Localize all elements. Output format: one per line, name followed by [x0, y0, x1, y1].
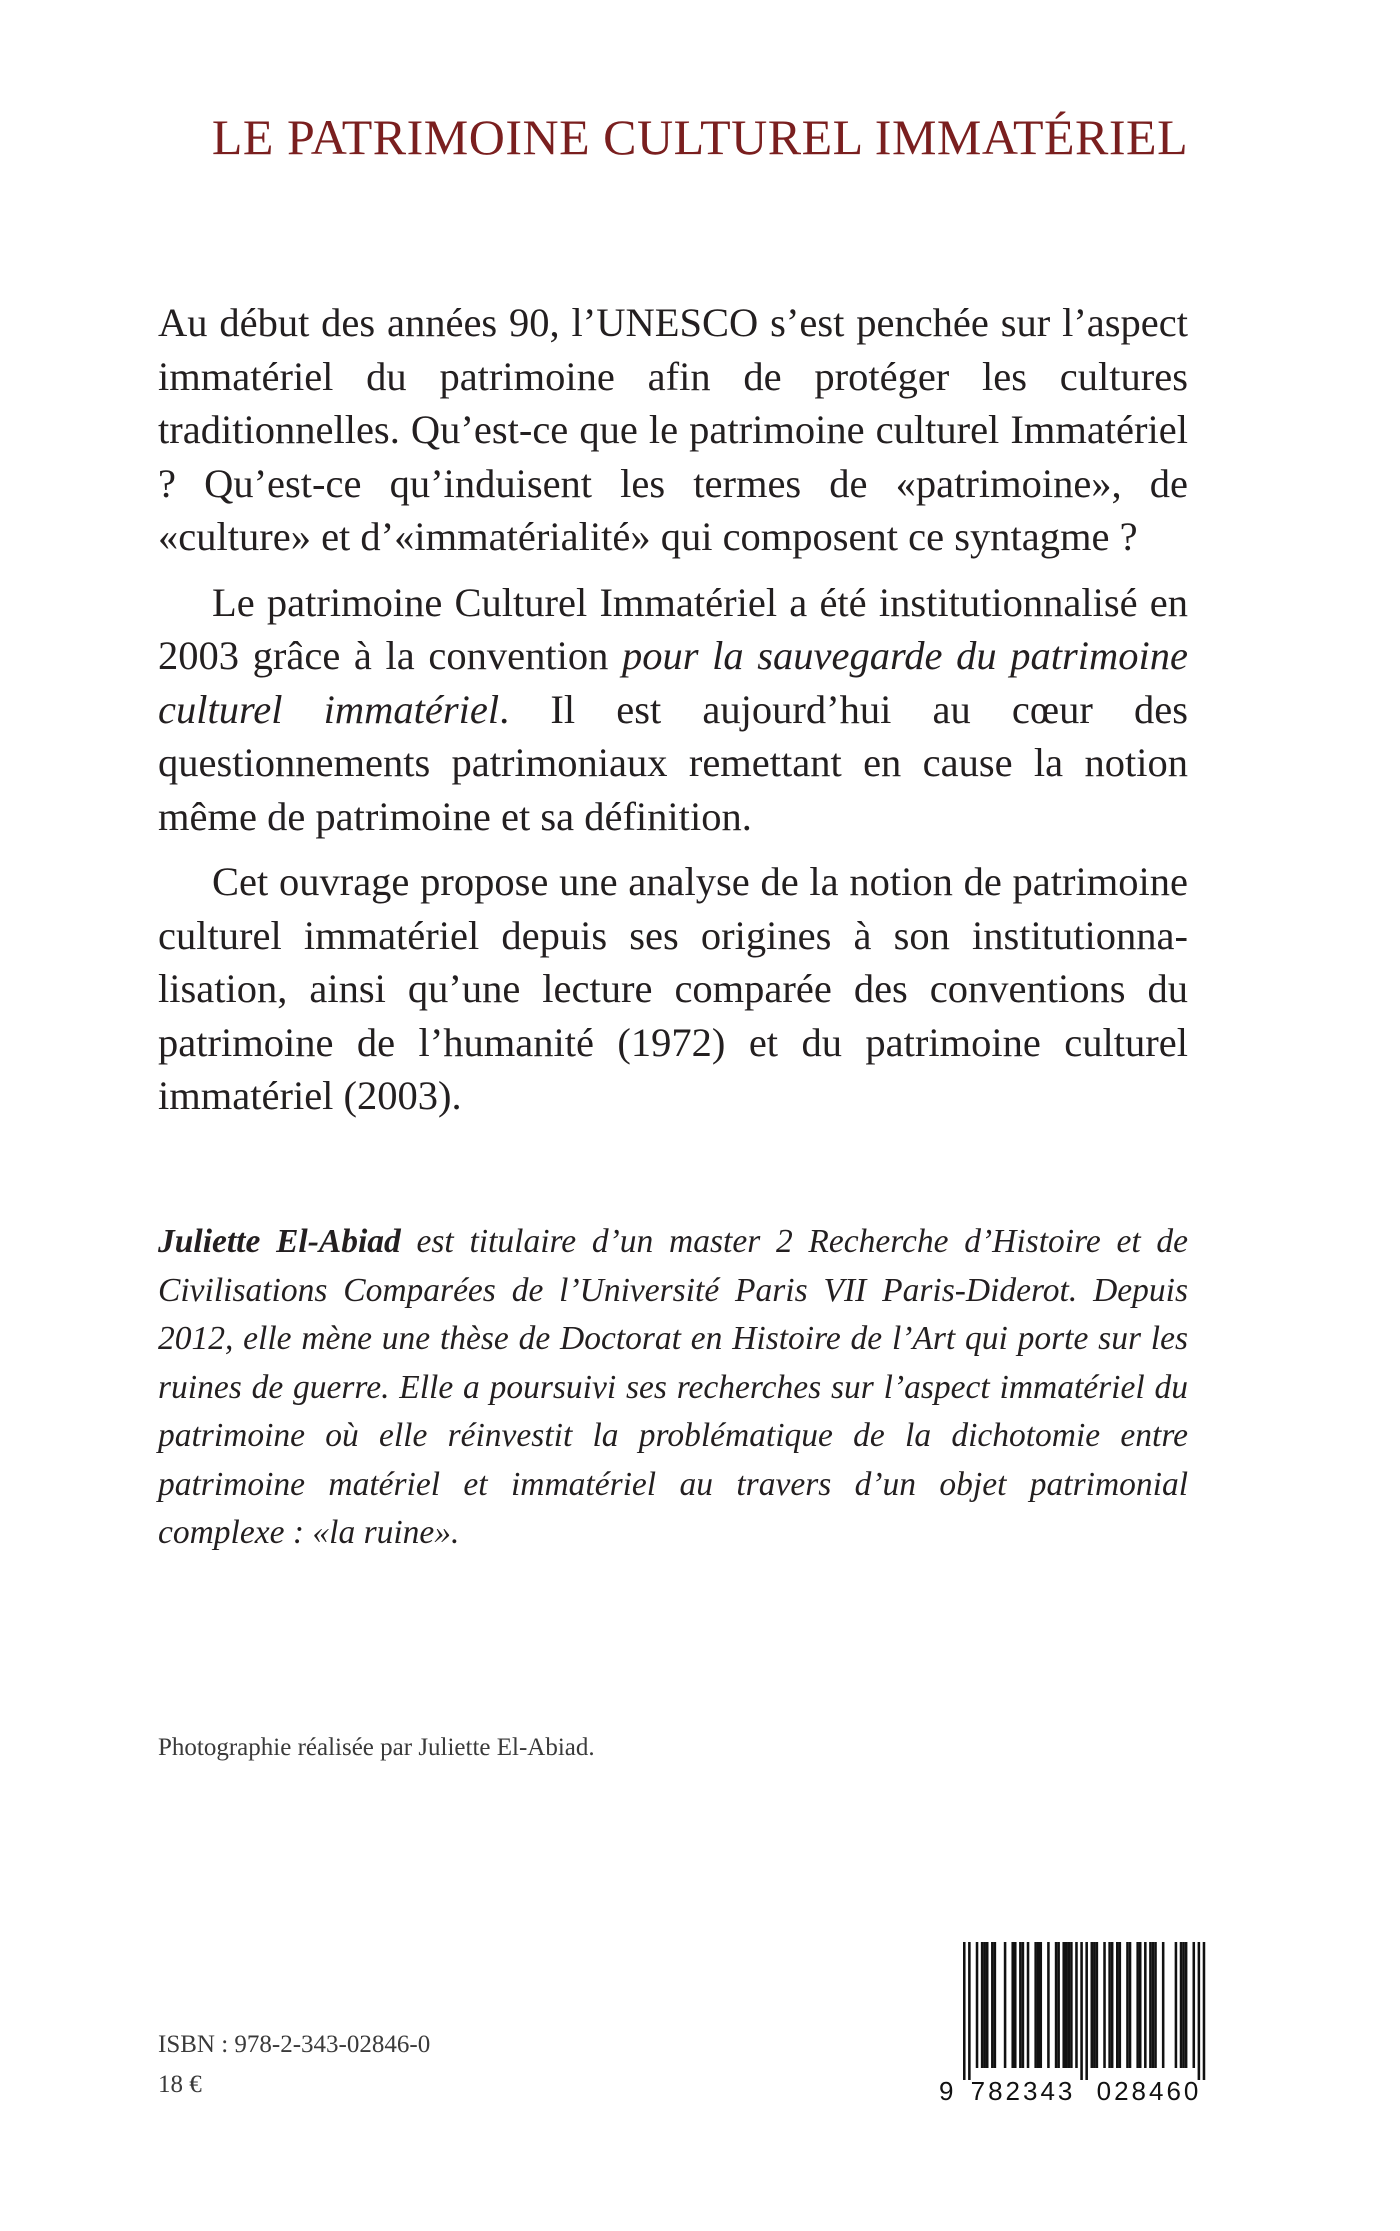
barcode-bar	[1136, 1942, 1139, 2068]
barcode-bar	[1011, 1942, 1014, 2068]
barcode-bar	[1055, 1942, 1058, 2068]
barcode-bar	[1014, 1942, 1017, 2068]
book-title: LE PATRIMOINE CULTUREL IMMATÉRIEL	[211, 109, 1189, 165]
barcode-bar	[1139, 1942, 1142, 2068]
barcode-bar	[1126, 1942, 1129, 2068]
barcode-bar	[981, 1942, 984, 2068]
barcode-bar	[1034, 1942, 1037, 2068]
blurb-p2-text-end: . Il est aujourd’hui au cœur des questionnements patrimoniaux remettant en cause la notion même de patrimoine et sa définition.	[158, 686, 1188, 839]
barcode-bar	[1103, 1942, 1106, 2068]
barcode-bar	[1149, 1942, 1152, 2068]
barcode-bar	[1004, 1942, 1007, 2068]
author-bio	[158, 1218, 1188, 1558]
author-name: Juliette El-Abiad	[158, 1223, 401, 1260]
barcode-bar	[1019, 1942, 1022, 2068]
barcode-bar	[1175, 1942, 1178, 2068]
barcode-bar	[1111, 1942, 1114, 2068]
barcode-bar	[963, 1942, 966, 2080]
barcode-bar	[983, 1942, 986, 2068]
barcode-bar	[1027, 1942, 1030, 2068]
barcode-bar	[1144, 1942, 1147, 2068]
barcode-bar	[1162, 1942, 1165, 2068]
barcode-bar	[1193, 1942, 1196, 2068]
barcode-bar	[1057, 1942, 1060, 2068]
photo-credit: Photographie réalisée par Juliette El-Abiad.	[158, 1734, 595, 1761]
convention-title: pour la sauvegarde du patrimoine culturel immatériel	[158, 633, 1189, 732]
barcode-bar	[1040, 1942, 1043, 2068]
barcode-bar	[1108, 1942, 1111, 2068]
barcode-bar	[1154, 1942, 1157, 2068]
barcode-bar	[1093, 1942, 1096, 2068]
barcode-bar	[1182, 1942, 1185, 2068]
barcode-bar	[1203, 1942, 1206, 2080]
barcode-bar	[1022, 1942, 1025, 2068]
barcode-bar	[1075, 1942, 1078, 2068]
isbn: ISBN : 978-2-343-02846-0	[158, 2031, 431, 2058]
blurb-paragraph-2	[158, 576, 1188, 844]
barcode-bar	[1116, 1942, 1119, 2068]
barcode	[935, 1940, 1225, 2110]
barcode-bar	[1198, 1942, 1201, 2080]
barcode-bar	[1119, 1942, 1122, 2068]
back-cover-blurb	[158, 296, 1188, 1123]
barcode-bars	[963, 1942, 1205, 2080]
barcode-bar	[1037, 1942, 1040, 2068]
author-bio-text: est titulaire d’un master 2 Recherche d’Histoire et de Civilisations Comparées de l’Université Paris VII Paris-Diderot. Depuis 2012, elle mène une thèse de Doctorat en Histoire de l’Art qui porte sur les ruines de guerre. Elle a poursuivi ses recherches sur l’aspect immatériel du patrimoine où elle réinvestit la problématique de la dichotomie entre patrimoine matériel et immatériel au travers d’un objet patrimonial complexe : «la ruine».	[158, 1223, 1188, 1551]
barcode-bar	[1085, 1942, 1088, 2080]
barcode-digits-right: 028460	[1096, 2076, 1202, 2106]
barcode-bar	[1080, 1942, 1083, 2080]
barcode-bar	[1129, 1942, 1132, 2068]
barcode-bar	[1096, 1942, 1099, 2068]
barcode-bar	[1068, 1942, 1071, 2068]
barcode-bar	[1152, 1942, 1155, 2068]
barcode-digits-left: 782343	[970, 2076, 1076, 2106]
barcode-bar	[1065, 1942, 1068, 2068]
barcode-bar	[968, 1942, 971, 2080]
barcode-bar	[1070, 1942, 1073, 2068]
blurb-paragraph-3: Cet ouvrage propose une analyse de la notion de patrimoine culturel immatériel depuis ses origines à son institutionnalisation, ainsi qu’une lecture comparée des conventions du patrimoine de l’humanité (1972) et du patrimoine culturel immatériel (2003).	[158, 859, 1188, 1118]
barcode-bar	[991, 1942, 994, 2068]
blurb-paragraph-1: Au début des années 90, l’UNESCO s’est penchée sur l’aspect immatériel du patrimoine afin de protéger les cultures traditionnelles. Qu’est-ce que le patrimoine culturel Immatériel ? Qu’est-ce qu’induisent les termes de «patrimoine», de «culture» et d’«immatérialité» qui composent ce syntagme ?	[158, 300, 1188, 559]
barcode-bar	[1185, 1942, 1188, 2068]
barcode-digit-lead: 9	[939, 2076, 954, 2106]
barcode-bar	[986, 1942, 989, 2068]
barcode-bar	[1180, 1942, 1183, 2068]
barcode-bar	[1091, 1942, 1094, 2068]
barcode-bar	[976, 1942, 979, 2068]
barcode-bar	[994, 1942, 997, 2068]
price: 18 €	[158, 2071, 202, 2098]
blurb-p2-text: Le patrimoine Culturel Immatériel a été institutionnalisé en 2003 grâce à la convention	[158, 579, 1188, 678]
barcode-bar	[1047, 1942, 1050, 2068]
barcode-bar	[1062, 1942, 1065, 2068]
